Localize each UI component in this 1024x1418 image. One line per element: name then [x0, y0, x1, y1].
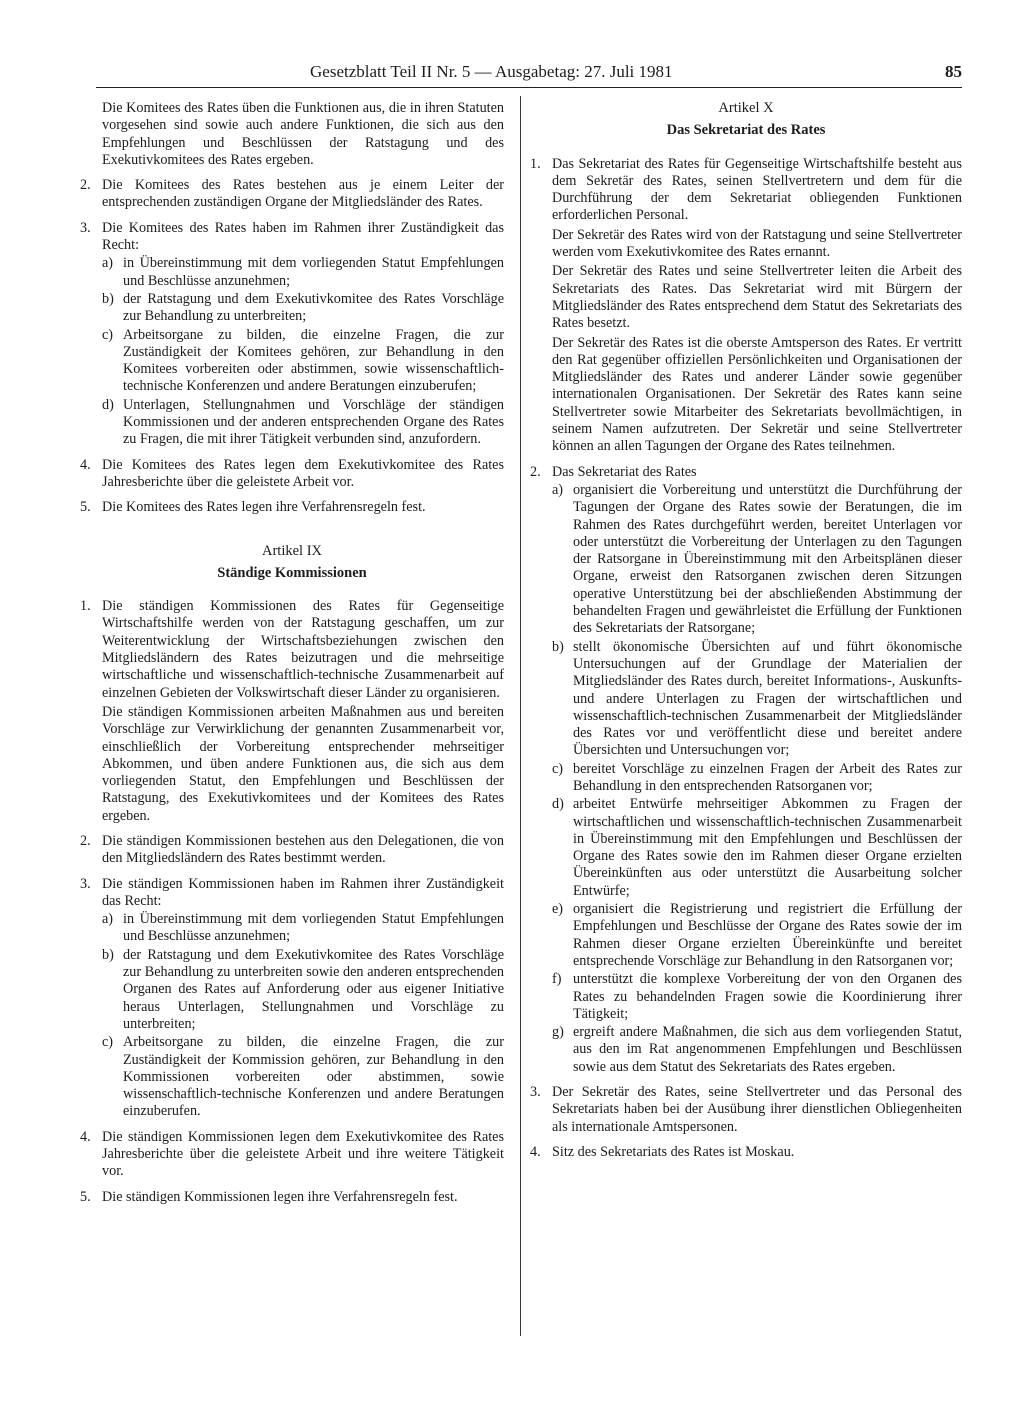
- sub-item-letter: b): [102, 946, 114, 963]
- right-column: [530, 100, 962, 1169]
- header-title: Gesetzblatt Teil II Nr. 5 — Ausgabetag: 27. Juli 1981: [310, 62, 673, 81]
- sub-item-letter: f): [552, 971, 562, 988]
- item-text: Die ständigen Kommissionen arbeiten Maßnahmen aus und bereiten Vorschläge zur Verwirklichung der genannten Zusammenarbeit vor, einschließlich der Vorbereitung entsprechender mehrseitiger Abkommen, und üben andere Funktionen aus, die sich aus dem vorliegenden Statut, den Empfehlungen und Beschlüssen der Ratstagung, des Exekutivkomitees und der Komitees des Rates ergeben.: [102, 703, 504, 824]
- list-item: [80, 177, 504, 212]
- sub-item: [552, 1024, 962, 1076]
- item-text: Der Sekretär des Rates ist die oberste Amtsperson des Rates. Er vertritt den Rat gegenüber offiziellen Persönlichkeiten und Organisationen der Mitgliedsländer des Rates und anderer Länder sowie gegenüber internationalen Organisationen. Der Sekretär des Rates kann seine Stellvertreter sowie Mitarbeiter des Sekretariats bevollmächtigen, in seinem Namen aufzutreten. Der Sekretär und seine Stellvertreter können an allen Tagungen der Organe des Rates teilnehmen.: [552, 334, 962, 455]
- sub-item-text: Unterlagen, Stellungnahmen und Vorschläge der ständigen Kommissionen und der anderen entsprechenden Organe des Rates zu Fragen, die mit ihrer Tätigkeit verbunden sind, anzufordern.: [123, 396, 504, 448]
- sub-item-text: Arbeitsorgane zu bilden, die einzelne Fragen, die zur Zuständigkeit der Kommission gehören, zur Behandlung in den Kommissionen vorbereiten oder abstimmen, sowie wissenschaftlich-technische Konferenzen und andere Beratungen einzuberufen.: [123, 1034, 504, 1120]
- item-number: 3.: [80, 875, 91, 892]
- item-text: Der Sekretär des Rates und seine Stellvertreter leiten die Arbeit des Sekretariats des Rates. Das Sekretariat wird mit Bürgern der Mitgliedsländer des Rates entsprechend dem Statut des Sekretariats des Rates besetzt.: [552, 263, 962, 332]
- sub-item-text: arbeitet Entwürfe mehrseitiger Abkommen zu Fragen der wirtschaftlichen und wissenschaftlich-technischen Zusammenarbeit in Übereinstimmung mit den Empfehlungen und Beschlüssen der Organe des Rates sowie den im Rahmen dieser Organe erzielten Übereinkünften aus oder unterstützt die Ausarbeitung solcher Entwürfe;: [573, 796, 962, 899]
- item-number: 1.: [530, 155, 541, 172]
- item-number: 4.: [80, 1128, 91, 1145]
- item-text: Das Sekretariat des Rates: [552, 463, 697, 480]
- list-item: [80, 598, 504, 825]
- sub-item: [102, 255, 504, 290]
- item-text: Der Sekretär des Rates, seine Stellvertreter und das Personal des Sekretariats haben bei der Ausübung ihrer dienstlichen Obliegenheiten als internationale Amtspersonen.: [552, 1084, 962, 1135]
- item-text: Die ständigen Kommissionen des Rates für Gegenseitige Wirtschaftshilfe werden von der Ratstagung geschaffen, um zur Weiterentwicklung der Wirtschaftsbeziehungen zwischen den Mitgliedsländern des Rates beizutragen und die mehrseitige wirtschaftliche und wissenschaftlich-technische Zusammenarbeit auf einzelnen Gebieten der Volkswirtschaft dieser Länder zu organisieren.: [102, 598, 504, 701]
- list-item: [80, 220, 504, 449]
- list-item: [80, 876, 504, 1121]
- list-item: [530, 156, 962, 456]
- list-item: [530, 1084, 962, 1136]
- column-divider: [520, 96, 521, 1336]
- article-title: Artikel IX: [262, 542, 322, 559]
- item-number: 2.: [530, 463, 541, 480]
- list-item: [80, 1189, 504, 1206]
- sub-item: [552, 761, 962, 796]
- sub-item: [102, 1034, 504, 1120]
- left-column: [80, 100, 504, 1214]
- article-title: Artikel X: [718, 100, 774, 116]
- sub-item-text: in Übereinstimmung mit dem vorliegenden Statut Empfehlungen und Beschlüsse anzunehmen;: [123, 255, 504, 289]
- item-text: Das Sekretariat des Rates für Gegenseitige Wirtschaftshilfe besteht aus dem Sekretär des Rates, seinen Stellvertretern und dem für die Durchführung der dem Sekretariat obliegenden Funktionen erforderlichen Personal.: [552, 155, 962, 224]
- sub-item-letter: d): [552, 796, 564, 813]
- list-item: [80, 833, 504, 868]
- sub-item-text: der Ratstagung und dem Exekutivkomitee des Rates Vorschläge zur Behandlung zu unterbreiten;: [123, 290, 504, 325]
- list-item: [80, 1129, 504, 1181]
- intro-paragraph: Die Komitees des Rates üben die Funktionen aus, die in ihren Statuten vorgesehen sind sowie auch andere Funktionen, die sich aus den Empfehlungen und Beschlüssen der Ratstagung und des Exekutivkomitees des Rates ergeben.: [102, 100, 504, 168]
- item-number: 4.: [530, 1143, 541, 1160]
- article-heading: Ständige Kommissionen: [217, 564, 367, 581]
- sub-item-text: organisiert die Vorbereitung und unterstützt die Durchführung der Tagungen der Organe des Rates sowie der Beratungen, die im Rahmen des Rates durchgeführt werden, bereitet Unterlagen vor oder unterstützt die Vorbereitung der Unterlagen zu den Tagungen der Ratsorgane in Übereinstimmung mit den Arbeitsplänen dieser Organe, erweist den Ratsorganen zwischen deren Sitzungen operative Unterstützung bei der abschließenden Abstimmung der behandelten Fragen und gewährleistet die Erfüllung der Funktionen des Sekretariats der Ratsorgane;: [573, 481, 962, 637]
- item-text: Die ständigen Kommissionen bestehen aus den Delegationen, die von den Mitgliedsländern des Rates bestimmt werden.: [102, 832, 504, 867]
- item-text: Die Komitees des Rates haben im Rahmen ihrer Zuständigkeit das Recht:: [102, 219, 504, 254]
- item-number: 1.: [80, 598, 91, 615]
- item-number: 3.: [80, 219, 91, 236]
- sub-item-text: stellt ökonomische Übersichten auf und führt ökonomische Untersuchungen auf der Grundlage der Materialien der Mitgliedsländer des Rates durch, bereitet Informations-, Auskunfts- und andere Unterlagen zu Fragen der wirtschaftlichen und wissenschaftlich-technischen Zusammenarbeit der Mitgliedsländer des Rates vor und veröffentlicht diese und bereitet andere Übersichten und Untersuchungen vor;: [573, 638, 962, 759]
- page-header: [96, 57, 962, 88]
- list-item: [80, 457, 504, 492]
- item-number: 5.: [80, 1188, 91, 1205]
- sub-item-text: unterstützt die komplexe Vorbereitung der von den Organen des Rates zu behandelnden Fragen sowie die Koordinierung ihrer Tätigkeit;: [573, 971, 962, 1022]
- sub-item-text: Arbeitsorgane zu bilden, die einzelne Fragen, die zur Zuständigkeit der Komitees gehören, zur Behandlung in den Komitees vorbereiten oder abstimmen, sowie wissenschaftlich-technische Konferenzen und andere Beratungen einzuberufen;: [123, 326, 504, 395]
- list-item: [530, 1144, 962, 1161]
- sub-item-letter: d): [102, 396, 114, 413]
- sub-item-text: bereitet Vorschläge zu einzelnen Fragen der Arbeit des Rates zur Behandlung in den entsprechenden Ratsorganen vor;: [573, 760, 962, 794]
- sub-item: [102, 397, 504, 449]
- sub-item: [102, 327, 504, 396]
- sub-item-letter: c): [102, 1034, 114, 1051]
- sub-item-text: in Übereinstimmung mit dem vorliegenden Statut Empfehlungen und Beschlüsse anzunehmen;: [123, 911, 504, 945]
- sub-item-letter: e): [552, 901, 564, 918]
- page-number: 85: [945, 62, 962, 81]
- sub-item-letter: b): [102, 290, 114, 307]
- sub-item-letter: a): [102, 255, 114, 272]
- item-text: Die Komitees des Rates bestehen aus je einem Leiter der entsprechenden zuständigen Organe der Mitgliedsländer des Rates.: [102, 177, 504, 211]
- sub-item-letter: c): [552, 760, 564, 777]
- sub-item-letter: a): [552, 481, 564, 498]
- sub-item-text: organisiert die Registrierung und registriert die Erfüllung der Empfehlungen und Beschlüsse der Organe des Rates sowie der im Rahmen dieser Organe erzielten Übereinkünfte und bereitet entsprechende Vorschläge zur Behandlung in den Ratsorganen vor;: [573, 901, 962, 969]
- list-item: [80, 499, 504, 516]
- item-text: Die Komitees des Rates legen dem Exekutivkomitee des Rates Jahresberichte über die geleistete Arbeit vor.: [102, 456, 504, 490]
- sub-item-text: ergreift andere Maßnahmen, die sich aus dem vorliegenden Statut, aus den im Rat angenommenen Empfehlungen und Beschlüssen sowie aus dem Statut des Sekretariats des Rates ergeben.: [573, 1024, 962, 1075]
- item-number: 4.: [80, 456, 91, 473]
- sub-item: [102, 947, 504, 1033]
- sub-item-letter: a): [102, 911, 114, 928]
- sub-item: [102, 291, 504, 326]
- sub-item: [552, 901, 962, 970]
- item-text: Die ständigen Kommissionen haben im Rahmen ihrer Zuständigkeit das Recht:: [102, 875, 504, 909]
- item-number: 5.: [80, 499, 91, 516]
- item-number: 2.: [80, 832, 91, 849]
- article-heading: Das Sekretariat des Rates: [666, 122, 826, 139]
- item-number: 3.: [530, 1084, 541, 1101]
- sub-item-text: der Ratstagung und dem Exekutivkomitee des Rates Vorschläge zur Behandlung zu unterbreiten sowie den anderen entsprechenden Organen des Rates auf Anforderung oder aus eigener Initiative heraus Unterlagen, Stellungnahmen und Vorschläge zu unterbreiten;: [123, 946, 504, 1032]
- sub-item: [102, 911, 504, 946]
- sub-item: [552, 796, 962, 900]
- item-text: Die ständigen Kommissionen legen ihre Verfahrensregeln fest.: [102, 1188, 458, 1205]
- sub-item-letter: b): [552, 638, 564, 655]
- item-number: 2.: [80, 177, 91, 194]
- sub-item: [552, 639, 962, 760]
- item-text: Die Komitees des Rates legen ihre Verfahrensregeln fest.: [102, 499, 426, 516]
- sub-item: [552, 482, 962, 638]
- item-text: Der Sekretär des Rates wird von der Ratstagung und seine Stellvertreter werden vom Exekutivkomitee des Rates ernannt.: [552, 226, 962, 261]
- list-item: [530, 464, 962, 1076]
- sub-item: [552, 971, 962, 1023]
- sub-item-letter: g): [552, 1024, 564, 1041]
- item-text: Die ständigen Kommissionen legen dem Exekutivkomitee des Rates Jahresberichte über die geleistete Arbeit und ihre weitere Tätigkeit vor.: [102, 1128, 504, 1180]
- sub-item-letter: c): [102, 326, 114, 343]
- item-text: Sitz des Sekretariats des Rates ist Moskau.: [552, 1143, 795, 1160]
